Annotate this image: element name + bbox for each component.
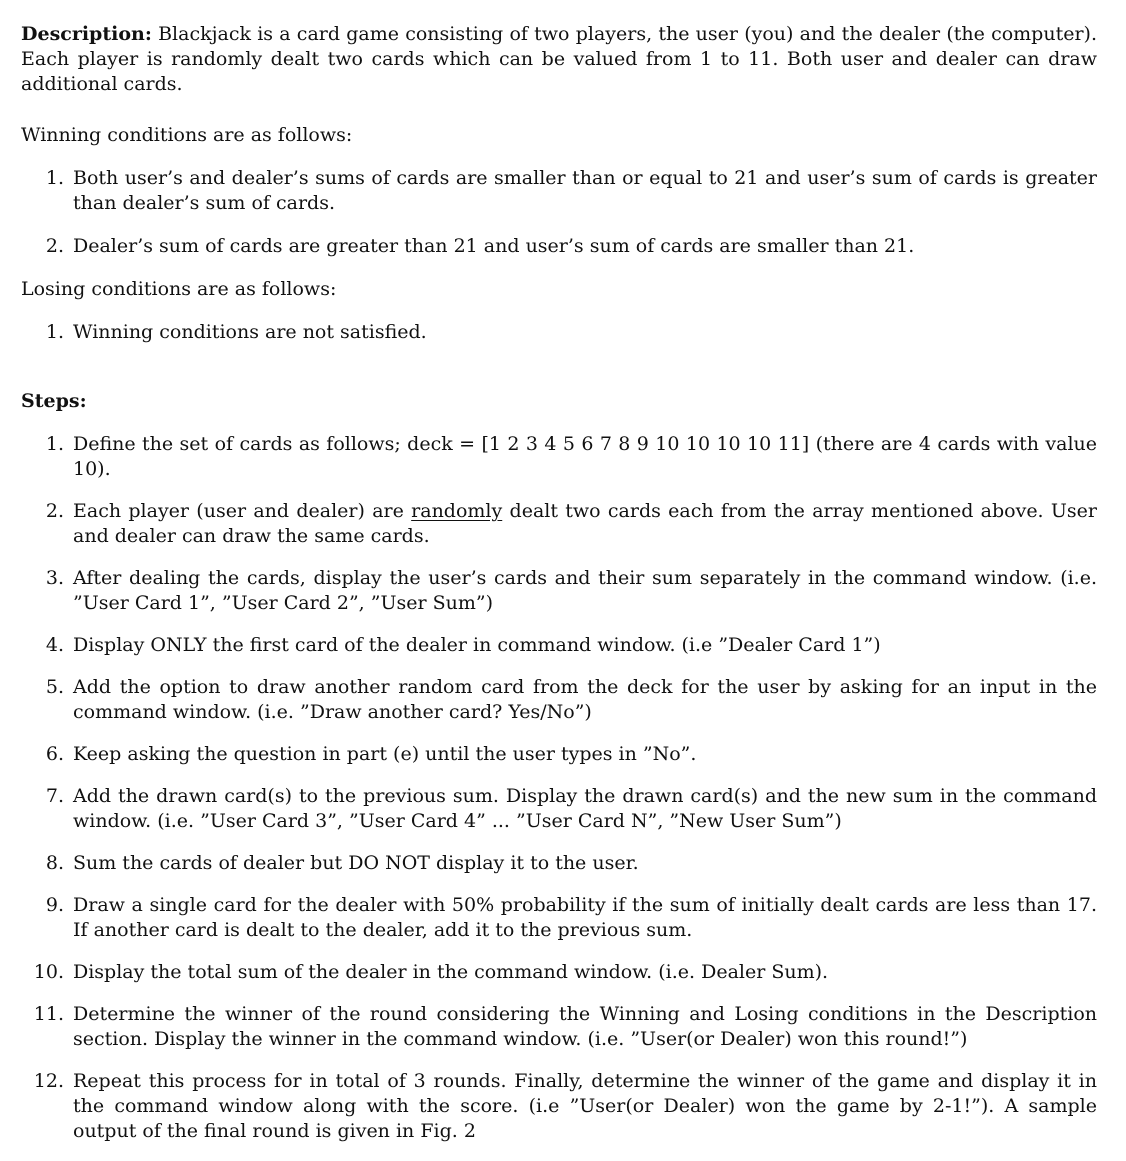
list-text: Determine the winner of the round considering the Winning and Losing conditions in the Description section. Display the winner in the command window. (i.e. ”User(or Dealer) won this round!”) <box>73 1003 1097 1050</box>
list-number: 11. <box>33 1003 64 1025</box>
document-page <box>21 22 1097 1161</box>
list-number: 1. <box>45 321 64 343</box>
list-text: Winning conditions are not satisfied. <box>73 321 427 343</box>
list-item <box>21 1002 1097 1052</box>
list-item <box>21 320 1097 345</box>
list-item <box>21 432 1097 482</box>
list-text: Display ONLY the first card of the dealer in command window. (i.e ”Dealer Card 1”) <box>73 634 881 656</box>
list-item <box>21 784 1097 834</box>
list-text: Define the set of cards as follows; deck = [1 2 3 4 5 6 7 8 9 10 10 10 10 11] (there are 4 cards with value 10). <box>73 433 1097 480</box>
list-text: Add the option to draw another random card from the deck for the user by asking for an input in the command window. (i.e. ”Draw another card? Yes/No”) <box>73 676 1097 723</box>
list-item <box>21 633 1097 658</box>
list-item <box>21 566 1097 616</box>
list-text: Sum the cards of dealer but DO NOT display it to the user. <box>73 852 639 874</box>
winning-conditions-list <box>21 166 1097 259</box>
list-item <box>21 742 1097 767</box>
list-number: 4. <box>45 634 64 656</box>
list-item <box>21 893 1097 943</box>
list-number: 6. <box>45 743 64 765</box>
list-item <box>21 851 1097 876</box>
list-number: 12. <box>33 1070 64 1092</box>
list-text: Repeat this process for in total of 3 rounds. Finally, determine the winner of the game and display it in the command window along with the score. (i.e ”User(or Dealer) won the game by 2-1!”). A sample output of the final round is given in Fig. 2 <box>73 1070 1097 1142</box>
list-text: Display the total sum of the dealer in the command window. (i.e. Dealer Sum). <box>73 961 829 983</box>
list-number: 7. <box>45 785 64 807</box>
list-text: After dealing the cards, display the user’s cards and their sum separately in the command window. (i.e. ”User Card 1”, ”User Card 2”, ”User Sum”) <box>73 567 1097 614</box>
list-number: 10. <box>33 961 64 983</box>
list-number: 3. <box>45 567 64 589</box>
losing-conditions-intro: Losing conditions are as follows: <box>21 278 337 300</box>
list-text: Keep asking the question in part (e) until the user types in ”No”. <box>73 743 697 765</box>
list-number: 8. <box>45 852 64 874</box>
description-paragraph <box>21 22 1097 97</box>
winning-conditions-intro: Winning conditions are as follows: <box>21 124 353 146</box>
description-text: Blackjack is a card game consisting of two players, the user (you) and the dealer (the computer). Each player is randomly dealt two cards which can be valued from 1 to 11. Both user and dealer can draw additional cards. <box>21 23 1097 95</box>
list-item <box>21 234 1097 259</box>
list-number: 2. <box>45 235 64 257</box>
list-number: 2. <box>45 500 64 522</box>
description-label: Description: <box>21 23 152 45</box>
list-number: 5. <box>45 676 64 698</box>
list-item <box>21 960 1097 985</box>
list-text: Both user’s and dealer’s sums of cards are smaller than or equal to 21 and user’s sum of cards is greater than dealer’s sum of cards. <box>73 167 1097 214</box>
list-number: 9. <box>45 894 64 916</box>
list-item <box>21 1069 1097 1144</box>
list-item <box>21 499 1097 549</box>
list-text: Dealer’s sum of cards are greater than 21 and user’s sum of cards are smaller than 21. <box>73 235 915 257</box>
steps-heading: Steps: <box>21 390 87 412</box>
list-item <box>21 675 1097 725</box>
list-number: 1. <box>45 433 64 455</box>
list-item <box>21 166 1097 216</box>
steps-list <box>21 432 1097 1144</box>
list-text-before: Each player (user and dealer) are <box>73 500 412 522</box>
list-text: Add the drawn card(s) to the previous sum. Display the drawn card(s) and the new sum in the command window. (i.e. ”User Card 3”, ”User Card 4” ... ”User Card N”, ”New User Sum”) <box>73 785 1097 832</box>
list-text: Draw a single card for the dealer with 50% probability if the sum of initially dealt cards are less than 17. If another card is dealt to the dealer, add it to the previous sum. <box>73 894 1097 941</box>
list-text-after: dealt two cards each from the array mentioned above. User and dealer can draw the same cards. <box>73 500 1097 547</box>
underlined-word: randomly <box>411 500 503 522</box>
losing-conditions-list <box>21 320 1097 345</box>
list-number: 1. <box>45 167 64 189</box>
